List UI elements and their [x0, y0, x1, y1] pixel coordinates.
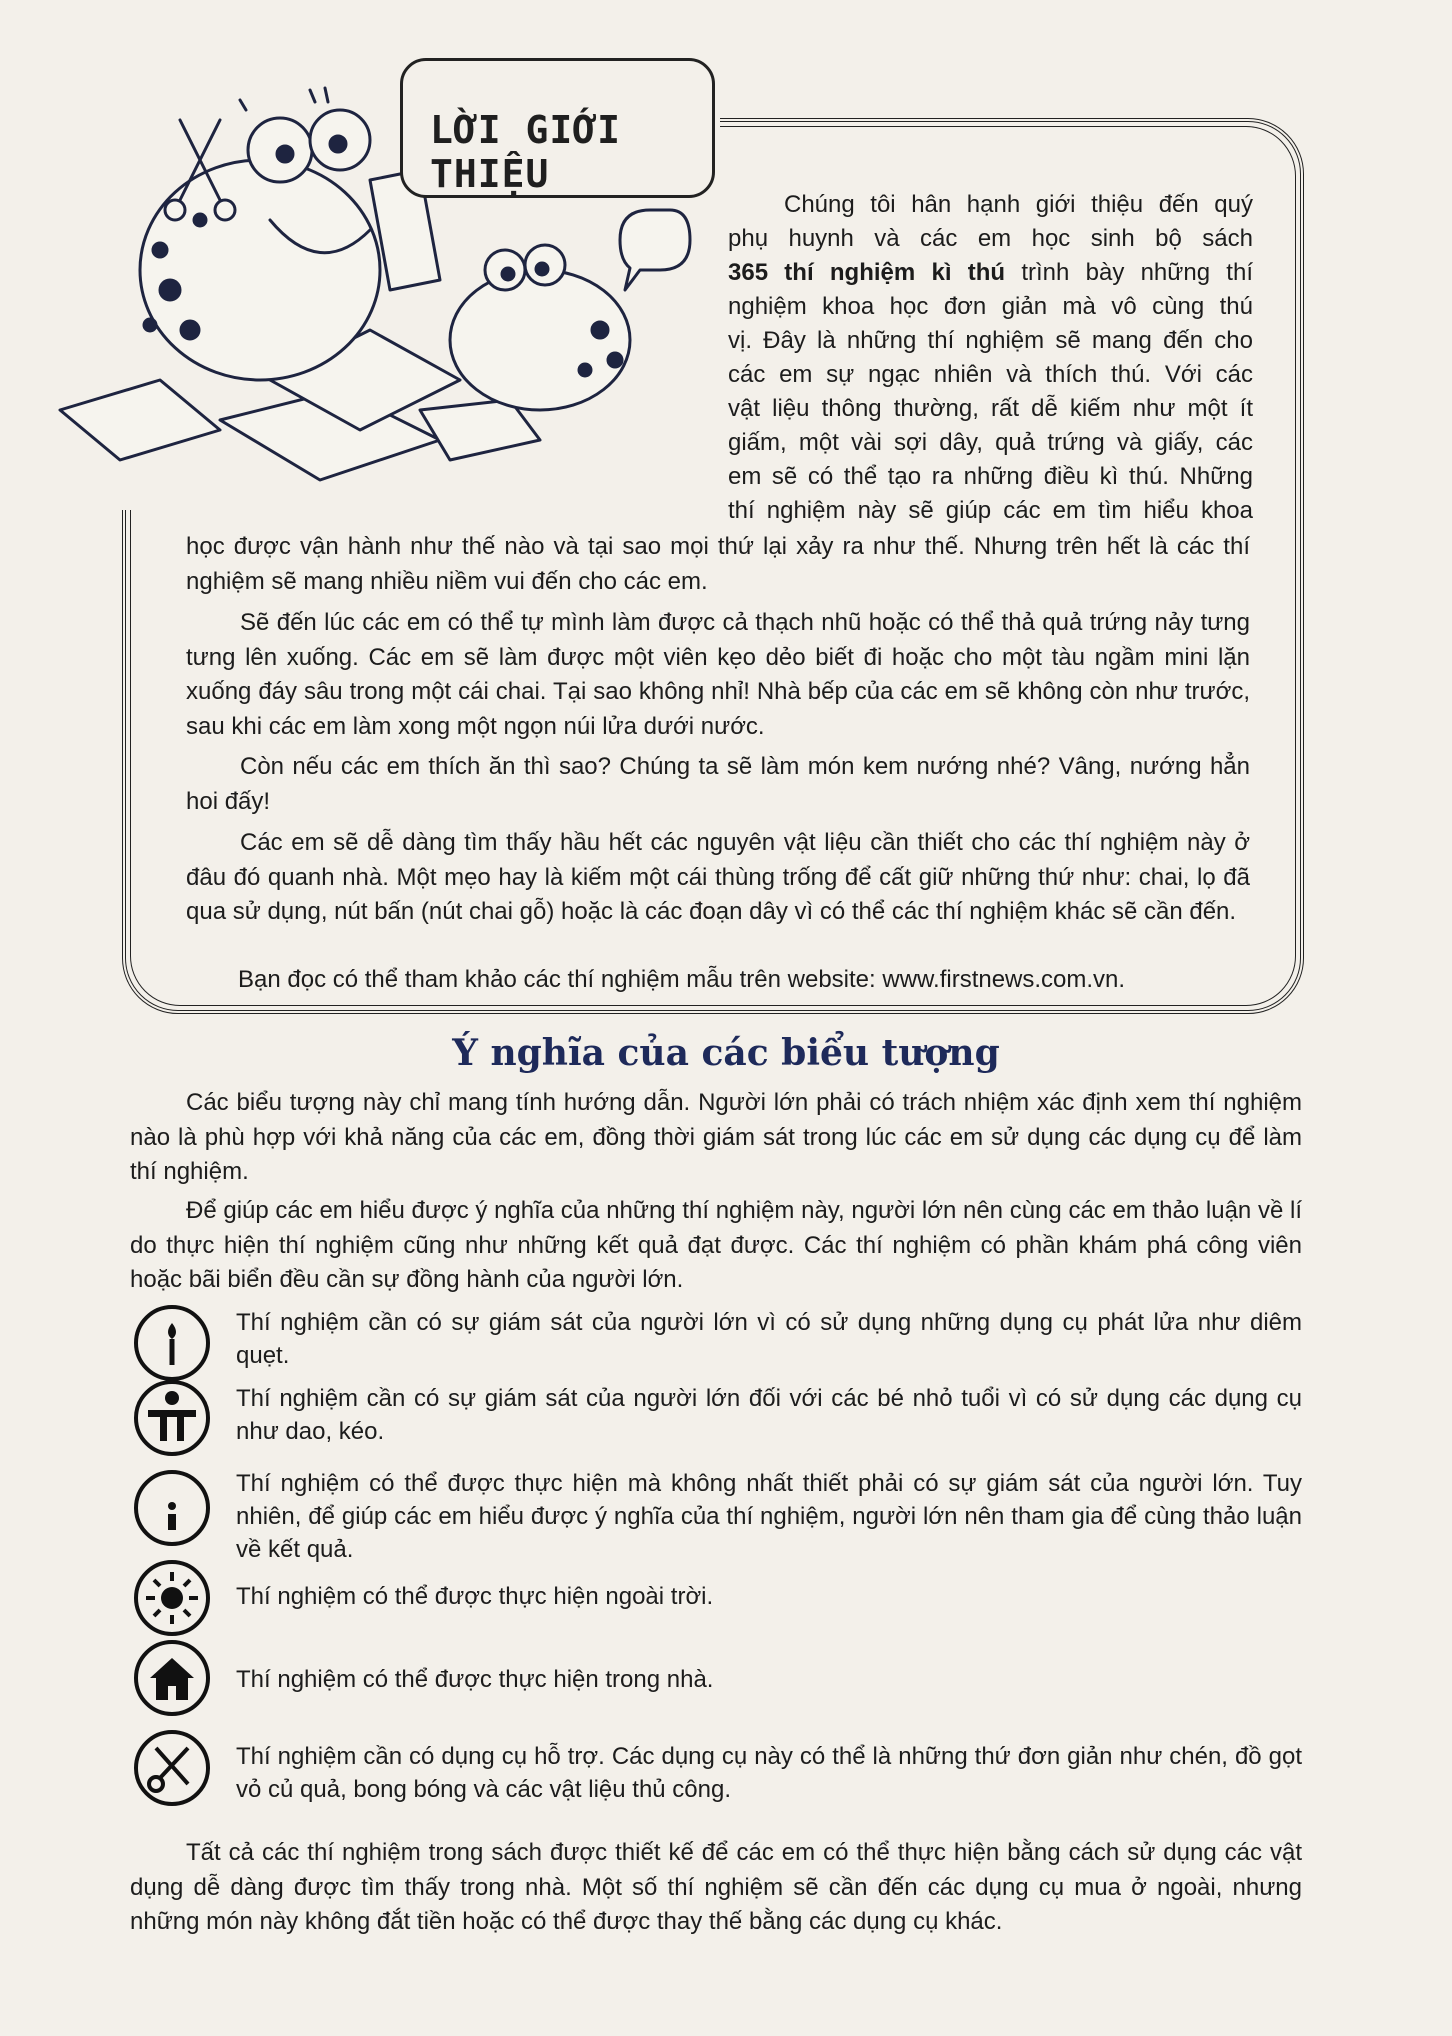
- symbols-paragraph-2: Để giúp các em hiểu được ý nghĩa của những thí nghiệm này, người lớn nên cùng các em thảo luận về lí do thực hiện thí nghiệm cũng như những kết quả đạt được. Các thí nghiệm có phần khám phá công viên hoặc bãi biển đều cần sự đồng hành của người lớn.: [130, 1197, 1302, 1294]
- legend-text-outdoor: Thí nghiệm có thể được thực hiện ngoài trời.: [236, 1583, 714, 1610]
- intro-line: vị. Đây là những thí nghiệm sẽ mang đến cho: [728, 327, 1253, 354]
- legend-text-adult-child: Thí nghiệm cần có sự giám sát của người lớn đối với các bé nhỏ tuổi vì có sử dụng các dụng cụ như dao, kéo.: [236, 1385, 1302, 1445]
- legend-text-tools: Thí nghiệm cần có dụng cụ hỗ trợ. Các dụng cụ này có thể là những thứ đơn giản như chén, đồ gọt vỏ củ quả, bong bóng và các vật liệu thủ công.: [236, 1743, 1302, 1803]
- book-name: 365 thí nghiệm kì thú: [728, 259, 1006, 286]
- intro-paragraph-4: Các em sẽ dễ dàng tìm thấy hầu hết các nguyên vật liệu cần thiết cho các thí nghiệm này ở đâu đó quanh nhà. Một mẹo hay là kiếm một cái thùng trống để cất giữ những thứ như: chai, lọ đã qua sử dụng, nút bấn (nút chai gỗ) hoặc là các đoạn dây vì có thể các thí nghiệm khác sẽ cần đến.: [186, 829, 1250, 926]
- intro-title: LỜI GIỚI THIỆU: [430, 108, 622, 196]
- intro-line: em sẽ có thể tạo ra những điều kì thú. Những: [728, 463, 1253, 490]
- legend-text-indoor: Thí nghiệm có thể được thực hiện trong nhà.: [236, 1666, 714, 1693]
- intro-line: nghiệm khoa học đơn giản mà vô cùng thú: [728, 293, 1253, 320]
- intro-paragraph-2: Sẽ đến lúc các em có thể tự mình làm được cả thạch nhũ hoặc có thể thả quả trứng nảy tưng tưng lên xuống. Các em sẽ làm được một viên kẹo dẻo biết đi hoặc cho một tàu ngầm mini lặn xuống đáy sâu trong một cái chai. Tại sao không nhỉ! Nhà bếp của các em sẽ không còn như trước, sau khi các em làm xong một ngọn núi lửa dưới nước.: [186, 609, 1250, 740]
- sun-icon: [134, 1560, 210, 1636]
- intro-paragraph-1-end: học được vận hành như thế nào và tại sao mọi thứ lại xảy ra như thế. Nhưng trên hết là các thí nghiệm sẽ mang nhiều niềm vui đến cho các em.: [186, 533, 1250, 595]
- closing-paragraph: Tất cả các thí nghiệm trong sách được thiết kế để các em có thể thực hiện bằng cách sử dụng các vật dụng dễ dàng được tìm thấy trong nhà. Một số thí nghiệm sẽ cần đến các dụng cụ mua ở ngoài, nhưng những món này không đắt tiền hoặc có thể được thay thế bằng các dụng cụ khác.: [130, 1839, 1302, 1936]
- child-icon: [134, 1470, 210, 1546]
- intro-line: 365 thí nghiệm kì thú trình bày những thí: [728, 259, 1253, 286]
- house-icon: [134, 1640, 210, 1716]
- intro-line: Chúng tôi hân hạnh giới thiệu đến quý: [784, 191, 1253, 218]
- symbols-paragraph-1: Các biểu tượng này chỉ mang tính hướng dẫn. Người lớn phải có trách nhiệm xác định xem thí nghiệm nào là phù hợp với khả năng của các em, đồng thời giám sát trong lúc các em sử dụng các dụng cụ để làm thí nghiệm.: [130, 1089, 1302, 1186]
- scissors-icon: [134, 1730, 210, 1806]
- intro-line: giấm, một vài sợi dây, quả trứng và giấy, các: [728, 429, 1253, 456]
- match-icon: [134, 1305, 210, 1381]
- adult-child-icon: [134, 1380, 210, 1456]
- intro-paragraph-3: Còn nếu các em thích ăn thì sao? Chúng ta sẽ làm món kem nướng nhé? Vâng, nướng hẳn hoi đấy!: [186, 753, 1250, 815]
- intro-line: phụ huynh và các em học sinh bộ sách: [728, 225, 1253, 252]
- intro-line: thí nghiệm này sẽ giúp các em tìm hiểu khoa: [728, 497, 1253, 524]
- legend-text-child: Thí nghiệm có thể được thực hiện mà không nhất thiết phải có sự giám sát của người lớn. Tuy nhiên, để giúp các em hiểu được ý nghĩa của thí nghiệm, người lớn nên tham gia để cùng thảo luận về kết quả.: [236, 1470, 1302, 1563]
- symbols-title: Ý nghĩa của các biểu tượng: [452, 1032, 1000, 1074]
- intro-line: các em sự ngạc nhiên và thích thú. Với các: [728, 361, 1253, 388]
- website-line: Bạn đọc có thể tham khảo các thí nghiệm mẫu trên website: www.firstnews.com.vn.: [238, 966, 1126, 993]
- legend-text-match: Thí nghiệm cần có sự giám sát của người lớn vì có sử dụng những dụng cụ phát lửa như diêm quẹt.: [236, 1309, 1302, 1369]
- intro-line: vật liệu thông thường, rất dễ kiếm như một ít: [728, 395, 1253, 422]
